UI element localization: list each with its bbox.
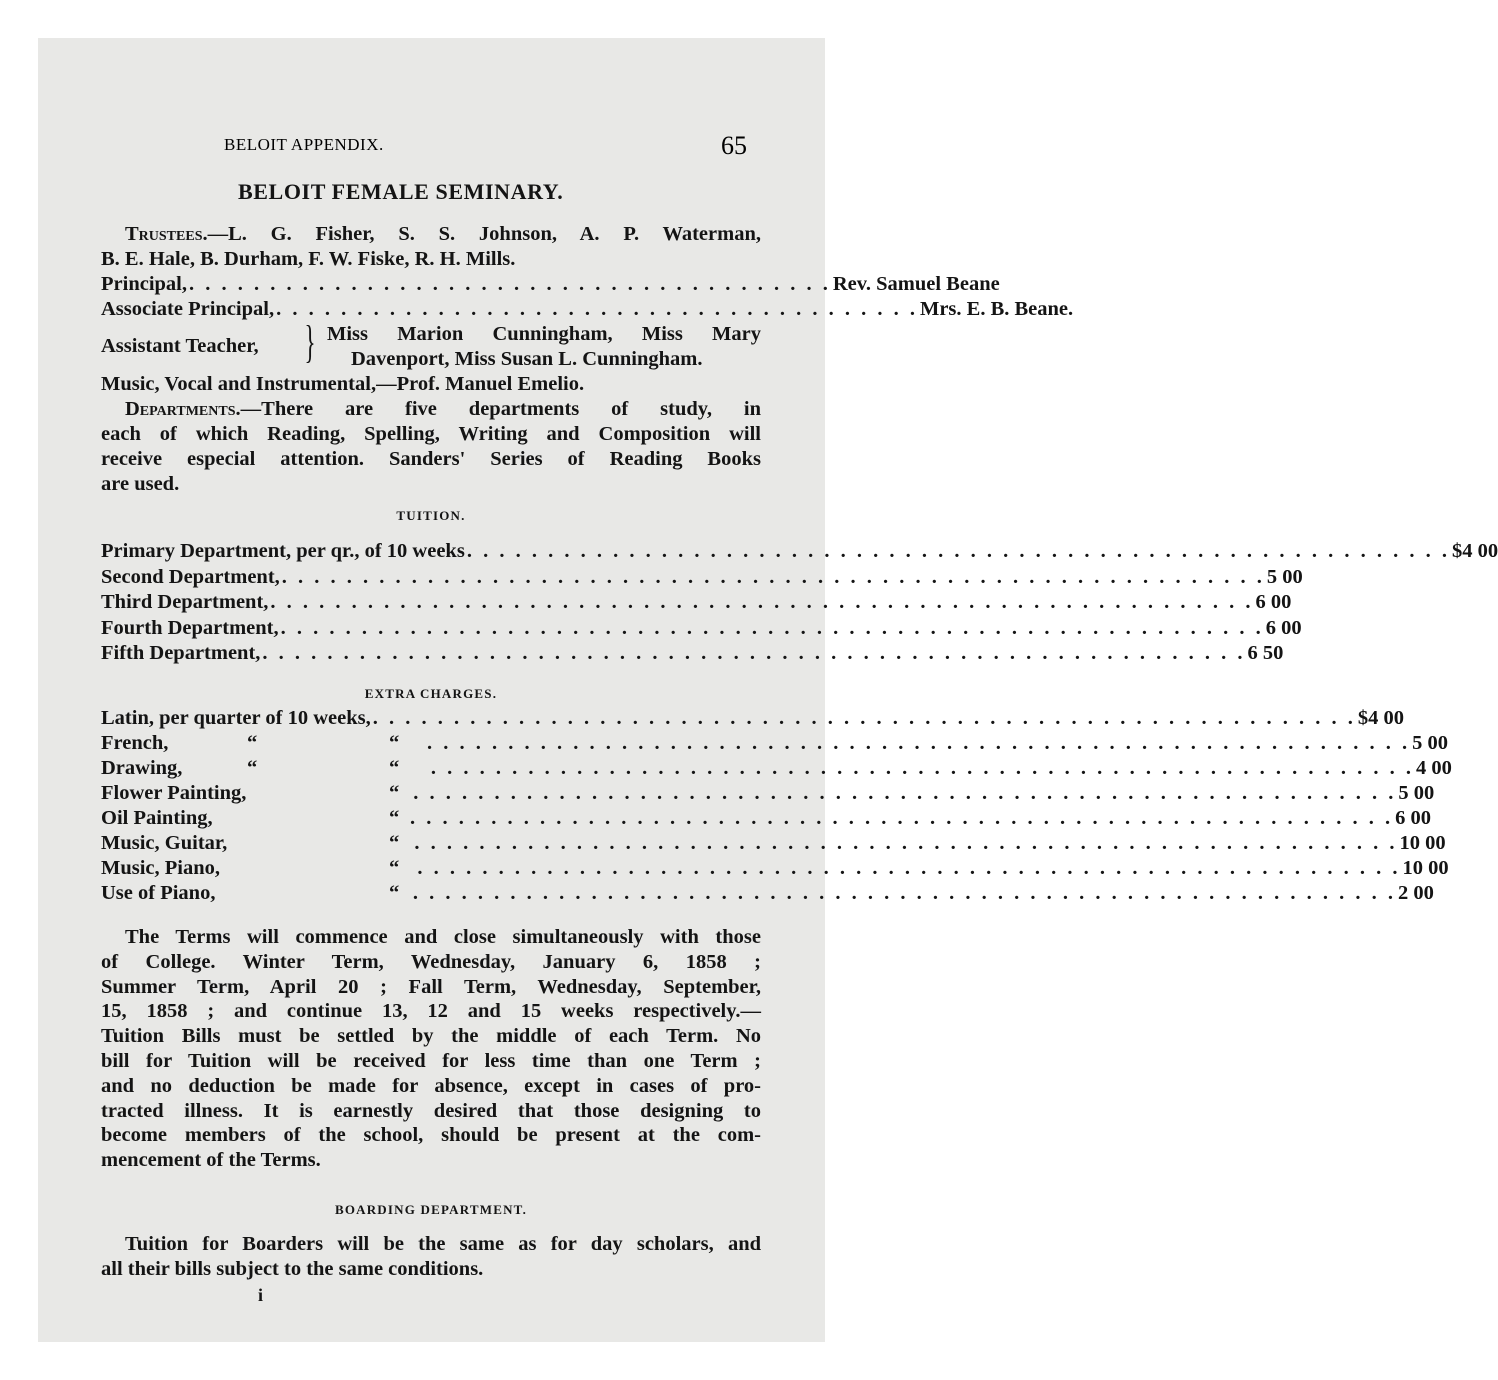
music-instructor: Music, Vocal and Instrumental,—Prof. Manuel Emelio. <box>101 373 585 395</box>
extra-charge-item-label: Oil Painting, <box>101 807 213 829</box>
extra-charge-item-label: Music, Piano, <box>101 857 221 879</box>
extra-charge-item-price: 4 00 <box>1415 757 1452 779</box>
leader-dots: . . . . . . . . . . . . . . . . . . . . . . . . . . . . . . . . . . . . . . . . . . . . . . . . . . . . . . . . . . . . . <box>372 707 1356 729</box>
assistant-teacher-names-2: Davenport, Miss Susan L. Cunningham. <box>351 348 703 370</box>
ditto-mark: “ <box>389 807 400 829</box>
boarding-line-2: all their bills subject to the same conditions. <box>101 1258 484 1280</box>
leader-dots: . . . . . . . . . . . . . . . . . . . . . . . . . . . . . . . . . . . . . . . . . . . . . . . . . . . . . . . . . . . . . <box>412 882 1396 904</box>
ditto-mark: “ <box>389 732 400 754</box>
tuition-row <box>101 565 1303 590</box>
principal-row <box>101 272 1000 297</box>
departments-line-4: are used. <box>101 473 180 495</box>
tuition-item-label: Third Department, <box>101 591 269 613</box>
leader-dots: . . . . . . . . . . . . . . . . . . . . . . . . . . . . . . . . . . . . . . . . . . . . . . . . . . . . . . . . . . . . . <box>262 642 1246 664</box>
extra-charge-item-label: French, <box>101 732 169 754</box>
extra-charge-row <box>101 731 1448 756</box>
leader-dots: . . . . . . . . . . . . . . . . . . . . . . . . . . . . . . . . . . . . . . . . <box>276 298 918 320</box>
extra-charge-row <box>101 806 1432 831</box>
terms-line: tracted illness. It is earnestly desired that those designing to <box>101 1099 761 1122</box>
ditto-mark: “ <box>389 882 400 904</box>
extra-charges-heading: EXTRA CHARGES. <box>364 686 498 701</box>
ditto-mark: “ <box>389 857 400 879</box>
extra-charge-row <box>101 831 1446 856</box>
extra-charge-row <box>101 856 1449 881</box>
assistant-teacher-label: Assistant Teacher, <box>101 335 259 357</box>
leader-dots: . . . . . . . . . . . . . . . . . . . . . . . . . . . . . . . . . . . . . . . . . . . . . . . . . . . . . . . . . . . . . <box>410 807 1394 829</box>
principal-label: Principal, <box>101 273 187 295</box>
page-number: 65 <box>721 131 747 160</box>
tuition-item-price: 6 00 <box>1255 591 1292 613</box>
extra-charge-item-label: Latin, per quarter of 10 weeks, <box>101 707 371 729</box>
terms-line: The Terms will commence and close simultaneously with those <box>125 926 761 948</box>
extra-charge-row <box>101 706 1404 731</box>
extra-charge-item-price: 5 00 <box>1412 732 1448 754</box>
tuition-row <box>101 616 1302 641</box>
tuition-row <box>101 539 1498 564</box>
tuition-item-label: Second Department, <box>101 565 280 588</box>
extra-charge-item-price: $4 00 <box>1357 707 1404 729</box>
extra-charge-item-price: 10 00 <box>1402 857 1449 879</box>
tuition-item-label: Fifth Department, <box>101 642 261 664</box>
header-title: BELOIT APPENDIX. <box>224 135 384 154</box>
extra-charge-item-price: 5 00 <box>1398 782 1435 804</box>
extra-charge-item-price: 2 00 <box>1397 882 1434 904</box>
extra-charge-item-price: 6 00 <box>1395 807 1432 829</box>
tuition-item-price: 6 00 <box>1265 616 1302 639</box>
terms-line: mencement of the Terms. <box>101 1149 321 1172</box>
tuition-item-price: 6 50 <box>1247 642 1284 664</box>
leader-dots: . . . . . . . . . . . . . . . . . . . . . . . . . . . . . . . . . . . . . . . . . . . . . . . . . . . . . . . . . . . . . <box>426 732 1411 754</box>
trustees-label: Trustees. <box>125 223 208 245</box>
leader-dots: . . . . . . . . . . . . . . . . . . . . . . . . . . . . . . . . . . . . . . . . <box>188 273 831 295</box>
main-title: BELOIT FEMALE SEMINARY. <box>238 179 564 204</box>
brace-glyph: } <box>304 316 316 367</box>
tuition-item-price: 5 00 <box>1266 565 1303 588</box>
assistant-teacher-names-1: Miss Marion Cunningham, Miss Mary <box>327 323 761 345</box>
associate-principal-name: Mrs. E. B. Beane. <box>919 298 1074 320</box>
leader-dots: . . . . . . . . . . . . . . . . . . . . . . . . . . . . . . . . . . . . . . . . . . . . . . . . . . . . . . . . . . . . . <box>270 591 1254 613</box>
trustees-line-2: B. E. Hale, B. Durham, F. W. Fiske, R. H. Mills. <box>101 248 516 270</box>
extra-charge-item-label: Use of Piano, <box>101 882 216 904</box>
extra-charge-item-label: Flower Painting, <box>101 782 247 804</box>
extra-charge-item-label: Drawing, <box>101 757 183 779</box>
trustees-text-1: —L. G. Fisher, S. S. Johnson, A. P. Waterman, <box>207 223 761 245</box>
associate-principal-label: Associate Principal, <box>101 298 275 320</box>
extra-charge-item-label: Music, Guitar, <box>101 832 228 854</box>
boarding-heading: BOARDING DEPARTMENT. <box>334 1202 528 1217</box>
leader-dots: . . . . . . . . . . . . . . . . . . . . . . . . . . . . . . . . . . . . . . . . . . . . . . . . . . . . . . . . . . . . . <box>414 832 1398 854</box>
extra-charge-item-price: 10 00 <box>1399 832 1446 854</box>
tuition-heading: TUITION. <box>396 508 466 523</box>
departments-text-1: —There are five departments of study, in <box>240 398 761 420</box>
extra-charge-row <box>101 781 1435 806</box>
terms-line: 15, 1858 ; and continue 13, 12 and 15 weeks respectively.— <box>101 1000 761 1023</box>
tuition-row <box>101 641 1284 666</box>
ditto-mark: “ <box>247 732 258 754</box>
boarding-line-1: Tuition for Boarders will be the same as for day scholars, and <box>125 1233 761 1255</box>
terms-line: and no deduction be made for absence, except in cases of pro- <box>101 1074 761 1097</box>
tuition-item-label: Fourth Department, <box>101 616 279 639</box>
tuition-item-price: $4 00 <box>1451 540 1498 562</box>
terms-line: Tuition Bills must be settled by the middle of each Term. No <box>101 1025 761 1048</box>
leader-dots: . . . . . . . . . . . . . . . . . . . . . . . . . . . . . . . . . . . . . . . . . . . . . . . . . . . . . . . . . . . . . <box>281 565 1265 588</box>
principal-name: Rev. Samuel Beane <box>832 273 1000 295</box>
ditto-mark: “ <box>389 757 400 779</box>
extra-charge-row <box>101 881 1434 906</box>
ditto-mark: “ <box>389 832 400 854</box>
terms-line: of College. Winter Term, Wednesday, January 6, 1858 ; <box>101 950 761 973</box>
departments-line-1 <box>101 397 761 422</box>
terms-line: become members of the school, should be present at the com- <box>101 1124 761 1147</box>
terms-line: Summer Term, April 20 ; Fall Term, Wednesday, September, <box>101 975 761 998</box>
departments-label: Departments. <box>125 398 241 420</box>
leader-dots: . . . . . . . . . . . . . . . . . . . . . . . . . . . . . . . . . . . . . . . . . . . . . . . . . . . . . . . . . . . . . <box>430 757 1414 779</box>
ditto-mark: “ <box>247 757 258 779</box>
ditto-mark: “ <box>389 782 400 804</box>
trustees-line-1 <box>101 222 761 247</box>
leader-dots: . . . . . . . . . . . . . . . . . . . . . . . . . . . . . . . . . . . . . . . . . . . . . . . . . . . . . . . . . . . . . <box>413 782 1397 804</box>
leader-dots: . . . . . . . . . . . . . . . . . . . . . . . . . . . . . . . . . . . . . . . . . . . . . . . . . . . . . . . . . . . . . <box>417 857 1401 879</box>
leader-dots: . . . . . . . . . . . . . . . . . . . . . . . . . . . . . . . . . . . . . . . . . . . . . . . . . . . . . . . . . . . . . <box>466 540 1450 562</box>
associate-principal-row <box>101 297 1074 322</box>
departments-line-2: each of which Reading, Spelling, Writing and Composition will <box>101 423 761 445</box>
leader-dots: . . . . . . . . . . . . . . . . . . . . . . . . . . . . . . . . . . . . . . . . . . . . . . . . . . . . . . . . . . . . . <box>280 616 1264 639</box>
departments-line-3: receive especial attention. Sanders' Series of Reading Books <box>101 448 761 470</box>
extra-charge-row <box>101 756 1452 781</box>
footer-mark: i <box>258 1285 264 1305</box>
tuition-row <box>101 590 1292 615</box>
terms-line: bill for Tuition will be received for less time than one Term ; <box>101 1050 761 1072</box>
tuition-item-label: Primary Department, per qr., of 10 weeks <box>101 540 465 562</box>
